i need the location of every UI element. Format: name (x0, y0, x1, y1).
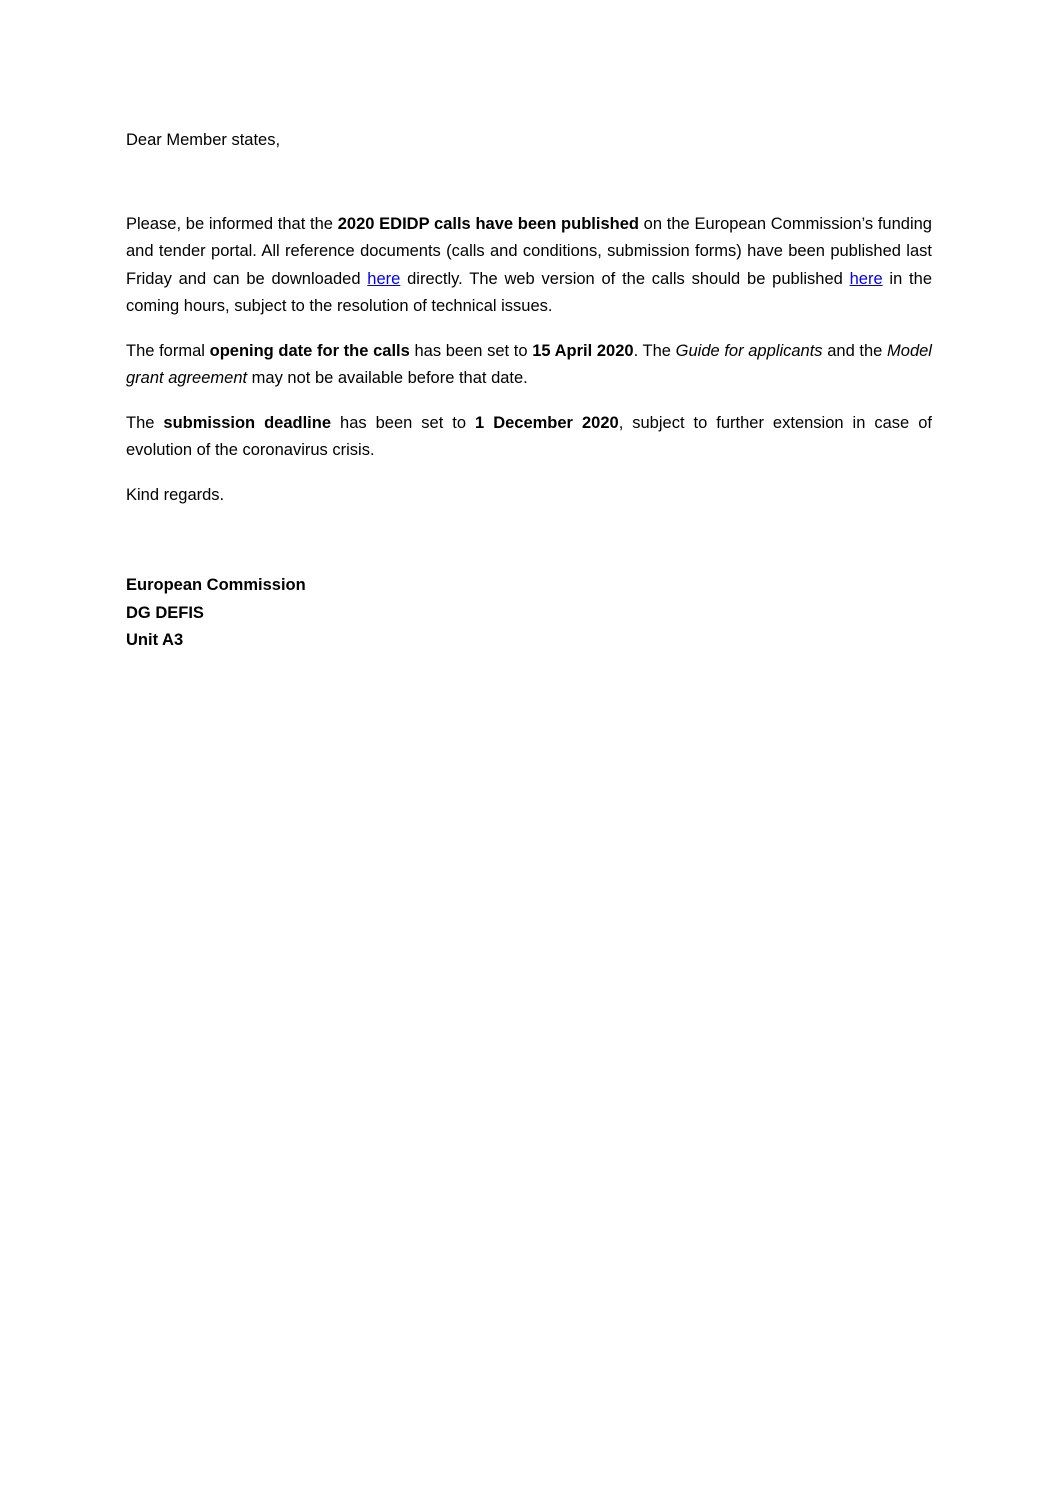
bold-text: opening date for the calls (209, 341, 410, 360)
bold-text: submission deadline (163, 413, 332, 432)
opening-date: 15 April 2020 (532, 341, 634, 360)
signature-unit: Unit A3 (126, 631, 184, 649)
paragraph-text: , subject to further extension in case of evolution of the coronavirus crisis. (126, 413, 932, 459)
signature-directorate: DG DEFIS (126, 603, 204, 622)
italic-text: Model grant agreement (126, 341, 932, 387)
paragraph-text: directly. The web version of the calls should be published (400, 269, 850, 288)
paragraph-text: has been set to (331, 413, 476, 432)
paragraph-text: has been set to (409, 341, 533, 360)
letter-body (126, 127, 932, 655)
italic-text: Guide for applicants (675, 341, 823, 360)
paragraph-text: on the European Commission’s funding and tender portal. All reference documents (calls and conditions, submission forms) have been published last Friday and can be downloaded (126, 214, 932, 288)
web-version-link[interactable]: here (849, 269, 883, 288)
closing: Kind regards. (126, 485, 225, 504)
paragraph-text: The formal (126, 341, 210, 360)
paragraph-publication (126, 211, 932, 321)
paragraph-text: in the coming hours, subject to the resolution of technical issues. (126, 269, 932, 315)
paragraph-text: may not be available before that date. (247, 369, 528, 387)
paragraph-text: and the (822, 341, 888, 360)
download-documents-link[interactable]: here (367, 269, 401, 288)
paragraph-deadline (126, 410, 932, 465)
paragraph-text: The (126, 413, 164, 432)
signature-block (126, 572, 932, 655)
greeting: Dear Member states, (126, 131, 281, 149)
paragraph-text: Please, be informed that the (126, 214, 338, 233)
paragraph-text: . The (633, 341, 676, 360)
signature-organization: European Commission (126, 576, 306, 594)
paragraph-opening-date (126, 338, 932, 393)
bold-text: 2020 EDIDP calls have been published (337, 214, 639, 233)
deadline-date: 1 December 2020 (475, 413, 619, 432)
